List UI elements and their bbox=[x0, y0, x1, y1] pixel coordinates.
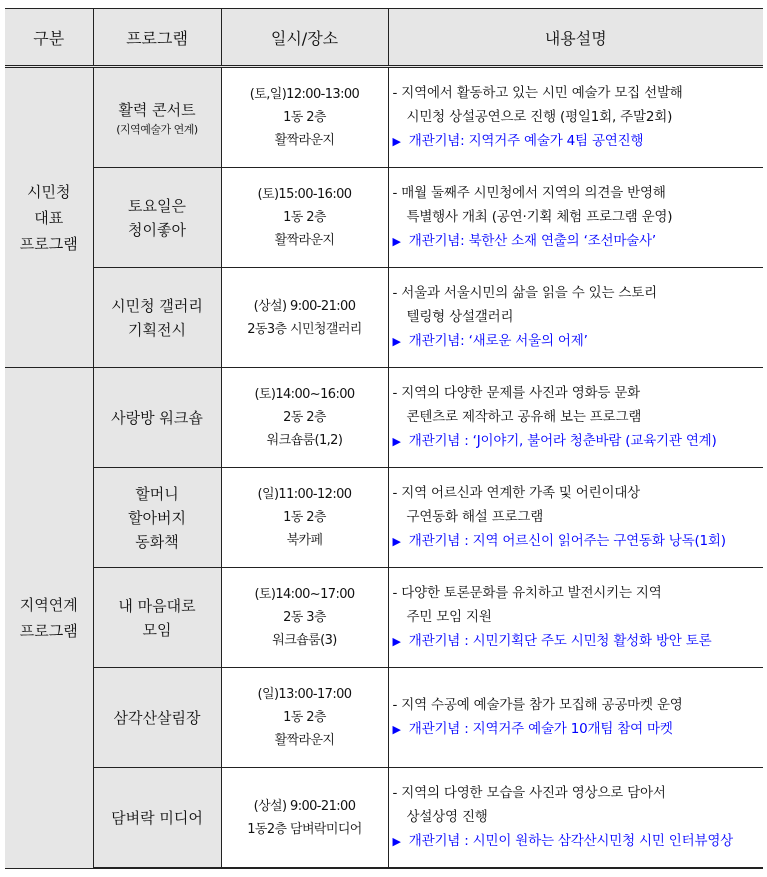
opening-note bbox=[393, 129, 764, 154]
program-cell bbox=[93, 168, 221, 268]
category-cell bbox=[5, 67, 93, 368]
triangle-bullet-icon: ▶ bbox=[392, 335, 401, 348]
datetime-place-line: (토)14:00~17:00 bbox=[254, 587, 355, 602]
description-line: - 지역 수공예 예술가를 참가 모집해 공공마켓 운영 bbox=[392, 697, 683, 713]
header-description: 내용설명 bbox=[388, 9, 763, 67]
table-row bbox=[5, 768, 763, 869]
opening-note-text: 개관기념 : 지역 어르신이 읽어주는 구연동화 낭독(1회) bbox=[408, 533, 726, 549]
description-cell bbox=[388, 668, 763, 768]
table-row bbox=[5, 568, 763, 668]
category-cell bbox=[5, 368, 93, 869]
datetime-place-line: 1동 2층 bbox=[283, 710, 326, 725]
category-label-line: 프로그램 bbox=[19, 621, 78, 640]
program-cell bbox=[93, 67, 221, 168]
category-label-line: 시민청 bbox=[27, 182, 71, 201]
program-name-line: 청이좋아 bbox=[128, 220, 186, 239]
datetime-place-line: (토)15:00-16:00 bbox=[257, 187, 352, 202]
description-line: 텔링형 상설갤러리 bbox=[406, 309, 514, 325]
description-cell bbox=[388, 168, 763, 268]
header-program: 프로그램 bbox=[93, 9, 221, 67]
program-name-line: 내 마음대로 bbox=[118, 596, 196, 615]
datetime-place-line: 활짝라운지 bbox=[274, 233, 335, 248]
description-line: 특별행사 개최 (공연·기획 체험 프로그램 운영) bbox=[406, 209, 673, 225]
datetime-place-line: (토)14:00~16:00 bbox=[254, 387, 355, 402]
datetime-place-cell bbox=[221, 168, 388, 268]
program-subtitle: (지역예술가 연계) bbox=[116, 122, 198, 136]
category-label-line: 프로그램 bbox=[19, 234, 78, 253]
opening-note-text: 개관기념: 북한산 소재 연출의 ‘조선마술사’ bbox=[408, 233, 656, 249]
triangle-bullet-icon: ▶ bbox=[392, 435, 401, 448]
opening-note-text: 개관기념: ‘새로운 서울의 어제’ bbox=[408, 333, 588, 349]
program-name-line: 담벼락 미디어 bbox=[111, 808, 203, 827]
datetime-place-line: 1동2층 담벼락미디어 bbox=[247, 821, 362, 837]
datetime-place-cell bbox=[221, 468, 388, 568]
program-cell bbox=[93, 668, 221, 768]
description-line: - 지역의 다영한 모습을 사진과 영상으로 담아서 bbox=[392, 785, 666, 801]
opening-note bbox=[393, 429, 764, 454]
table-row bbox=[5, 468, 763, 568]
program-name-line: 동화책 bbox=[135, 532, 179, 551]
header-datetime-place: 일시/장소 bbox=[221, 9, 388, 67]
program-name-line: 할머니 bbox=[135, 484, 179, 503]
datetime-place-line: 북카페 bbox=[286, 533, 323, 548]
opening-note bbox=[393, 329, 764, 354]
description-line: - 서울과 서울시민의 삶을 읽을 수 있는 스토리 bbox=[392, 285, 657, 301]
triangle-bullet-icon: ▶ bbox=[392, 535, 401, 548]
description-cell bbox=[388, 67, 763, 168]
datetime-place-line: 워크숍룸(3) bbox=[272, 633, 337, 648]
table-row bbox=[5, 368, 763, 468]
datetime-place-line: 활짝라운지 bbox=[274, 733, 335, 748]
table-row bbox=[5, 668, 763, 768]
triangle-bullet-icon: ▶ bbox=[392, 835, 401, 848]
datetime-place-cell bbox=[221, 368, 388, 468]
datetime-place-line: (일)11:00-12:00 bbox=[257, 487, 352, 502]
program-name-line: 기획전시 bbox=[128, 320, 186, 339]
datetime-place-line: 1동 2층 bbox=[283, 210, 326, 225]
program-name-line: 할아버지 bbox=[128, 508, 186, 527]
program-name-line: 토요일은 bbox=[128, 196, 186, 215]
category-label-line: 대표 bbox=[34, 208, 64, 227]
opening-note-text: 개관기념 : 지역거주 예술가 10개팀 참여 마켓 bbox=[408, 721, 673, 737]
table-row bbox=[5, 268, 763, 368]
opening-note-text: 개관기념 : ‘J이야기, 불어라 청춘바람 (교육기관 연계) bbox=[408, 433, 717, 449]
datetime-place-cell bbox=[221, 568, 388, 668]
opening-note bbox=[393, 229, 764, 254]
program-cell bbox=[93, 768, 221, 869]
program-name-line: 모임 bbox=[142, 620, 172, 639]
opening-note bbox=[393, 829, 764, 854]
datetime-place-cell bbox=[221, 268, 388, 368]
datetime-place-cell bbox=[221, 768, 388, 869]
description-line: 구연동화 해설 프로그램 bbox=[406, 509, 544, 525]
program-name-line: 시민청 갤러리 bbox=[111, 296, 203, 315]
opening-note bbox=[393, 529, 764, 554]
triangle-bullet-icon: ▶ bbox=[392, 635, 401, 648]
program-table bbox=[5, 8, 763, 869]
description-line: - 다양한 토론문화를 유치하고 발전시키는 지역 bbox=[392, 585, 662, 601]
datetime-place-line: 활짝라운지 bbox=[274, 133, 335, 148]
description-line: 주민 모임 지원 bbox=[406, 609, 492, 625]
program-name-line: 삼각산살림장 bbox=[113, 708, 201, 727]
description-line: - 지역에서 활동하고 있는 시민 예술가 모집 선발해 bbox=[392, 85, 683, 101]
datetime-place-line: 2동3층 시민청갤러리 bbox=[247, 321, 362, 337]
datetime-place-line: (상설) 9:00-21:00 bbox=[253, 798, 356, 814]
datetime-place-line: (상설) 9:00-21:00 bbox=[253, 298, 356, 314]
description-line: - 매월 둘째주 시민청에서 지역의 의견을 반영해 bbox=[392, 185, 666, 201]
category-label-line: 지역연계 bbox=[19, 595, 78, 614]
datetime-place-line: 2동 3층 bbox=[283, 610, 326, 625]
description-cell bbox=[388, 568, 763, 668]
description-line: - 지역의 다양한 문제를 사진과 영화등 문화 bbox=[392, 385, 641, 401]
program-cell bbox=[93, 368, 221, 468]
opening-note bbox=[393, 717, 764, 742]
description-line: 상설상영 진행 bbox=[406, 809, 488, 825]
program-cell bbox=[93, 468, 221, 568]
datetime-place-cell bbox=[221, 668, 388, 768]
header-category: 구분 bbox=[5, 9, 93, 67]
description-line: 시민청 상설공연으로 진행 (평일1회, 주말2회) bbox=[406, 109, 673, 125]
datetime-place-line: 워크숍룸(1,2) bbox=[266, 433, 343, 448]
triangle-bullet-icon: ▶ bbox=[392, 135, 401, 148]
description-cell bbox=[388, 268, 763, 368]
table-row bbox=[5, 67, 763, 168]
header-row bbox=[5, 9, 763, 67]
program-name-line: 사랑방 워크숍 bbox=[111, 408, 203, 427]
datetime-place-line: 1동 2층 bbox=[283, 510, 326, 525]
description-cell bbox=[388, 768, 763, 869]
datetime-place-line: 1동 2층 bbox=[283, 110, 326, 125]
table-row bbox=[5, 168, 763, 268]
opening-note bbox=[393, 629, 764, 654]
datetime-place-line: (토,일)12:00-13:00 bbox=[249, 87, 360, 102]
description-cell bbox=[388, 368, 763, 468]
description-line: - 지역 어르신과 연계한 가족 및 어린이대상 bbox=[392, 485, 641, 501]
description-cell bbox=[388, 468, 763, 568]
triangle-bullet-icon: ▶ bbox=[392, 235, 401, 248]
datetime-place-line: (일)13:00-17:00 bbox=[257, 687, 352, 702]
datetime-place-cell bbox=[221, 67, 388, 168]
opening-note-text: 개관기념 : 시민기획단 주도 시민청 활성화 방안 토론 bbox=[408, 633, 712, 649]
program-cell bbox=[93, 568, 221, 668]
program-name-line: 활력 콘서트 bbox=[118, 100, 196, 119]
program-cell bbox=[93, 268, 221, 368]
triangle-bullet-icon: ▶ bbox=[392, 723, 401, 736]
opening-note-text: 개관기념: 지역거주 예술가 4팀 공연진행 bbox=[408, 133, 644, 149]
description-line: 콘텐츠로 제작하고 공유해 보는 프로그램 bbox=[406, 409, 642, 425]
datetime-place-line: 2동 2층 bbox=[283, 410, 326, 425]
opening-note-text: 개관기념 : 시민이 원하는 삼각산시민청 시민 인터뷰영상 bbox=[408, 833, 734, 849]
